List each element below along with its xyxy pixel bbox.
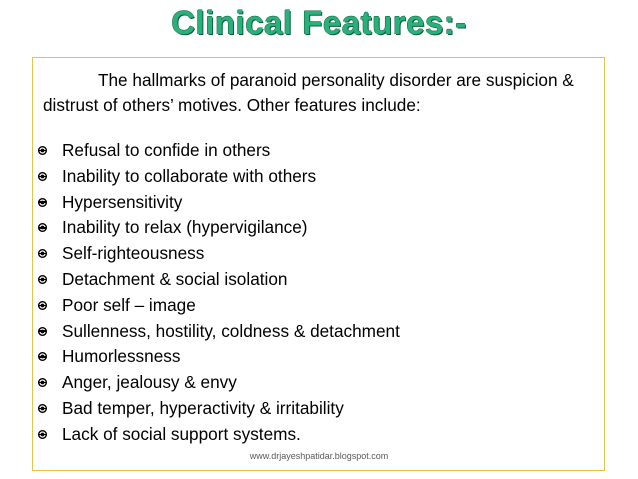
list-item-text: Anger, jealousy & envy xyxy=(62,372,237,393)
circle-bullet-icon xyxy=(38,146,47,155)
list-item-text: Humorlessness xyxy=(62,346,181,367)
list-item xyxy=(33,396,400,422)
circle-bullet-icon xyxy=(38,172,47,181)
circle-bullet-icon xyxy=(38,378,47,387)
circle-bullet-icon xyxy=(38,430,47,439)
circle-bullet-icon xyxy=(38,198,47,207)
circle-bullet-icon xyxy=(38,352,47,361)
list-item xyxy=(33,319,400,345)
list-item-text: Refusal to confide in others xyxy=(62,140,271,160)
list-item-text: Hypersensitivity xyxy=(62,191,183,212)
footer-url: www.drjayeshpatidar.blogspot.com xyxy=(249,451,389,461)
list-item-text: Lack of social support systems. xyxy=(62,423,301,444)
list-item xyxy=(33,293,400,319)
list-item xyxy=(33,267,400,293)
list-item xyxy=(33,344,400,370)
list-item xyxy=(33,164,400,190)
list-item-text: Detachment & social isolation xyxy=(62,268,288,289)
list-item xyxy=(33,422,400,448)
list-item xyxy=(33,215,400,241)
list-item xyxy=(33,138,400,164)
list-item-text: Inability to collaborate with others xyxy=(62,165,317,186)
circle-bullet-icon xyxy=(38,275,47,284)
slide-title: Clinical Features:- xyxy=(171,4,467,41)
circle-bullet-icon xyxy=(38,327,47,336)
feature-list xyxy=(33,138,400,448)
list-item-text: Inability to relax (hypervigilance) xyxy=(62,217,308,238)
circle-bullet-icon xyxy=(38,404,47,413)
list-item-text: Sullenness, hostility, coldness & detachment xyxy=(62,320,400,341)
list-item xyxy=(33,370,400,396)
list-item-text: Self-righteousness xyxy=(62,243,205,264)
list-item xyxy=(33,190,400,216)
list-item xyxy=(33,241,400,267)
circle-bullet-icon xyxy=(38,301,47,310)
circle-bullet-icon xyxy=(38,249,47,258)
list-item-text: Bad temper, hyperactivity & irritability xyxy=(62,397,344,418)
circle-bullet-icon xyxy=(38,223,47,232)
content-box xyxy=(32,57,605,471)
intro-paragraph: The hallmarks of paranoid personality disorder are suspicion & distrust of others’ motives. Other features include: xyxy=(43,70,574,115)
list-item-text: Poor self – image xyxy=(62,294,196,315)
